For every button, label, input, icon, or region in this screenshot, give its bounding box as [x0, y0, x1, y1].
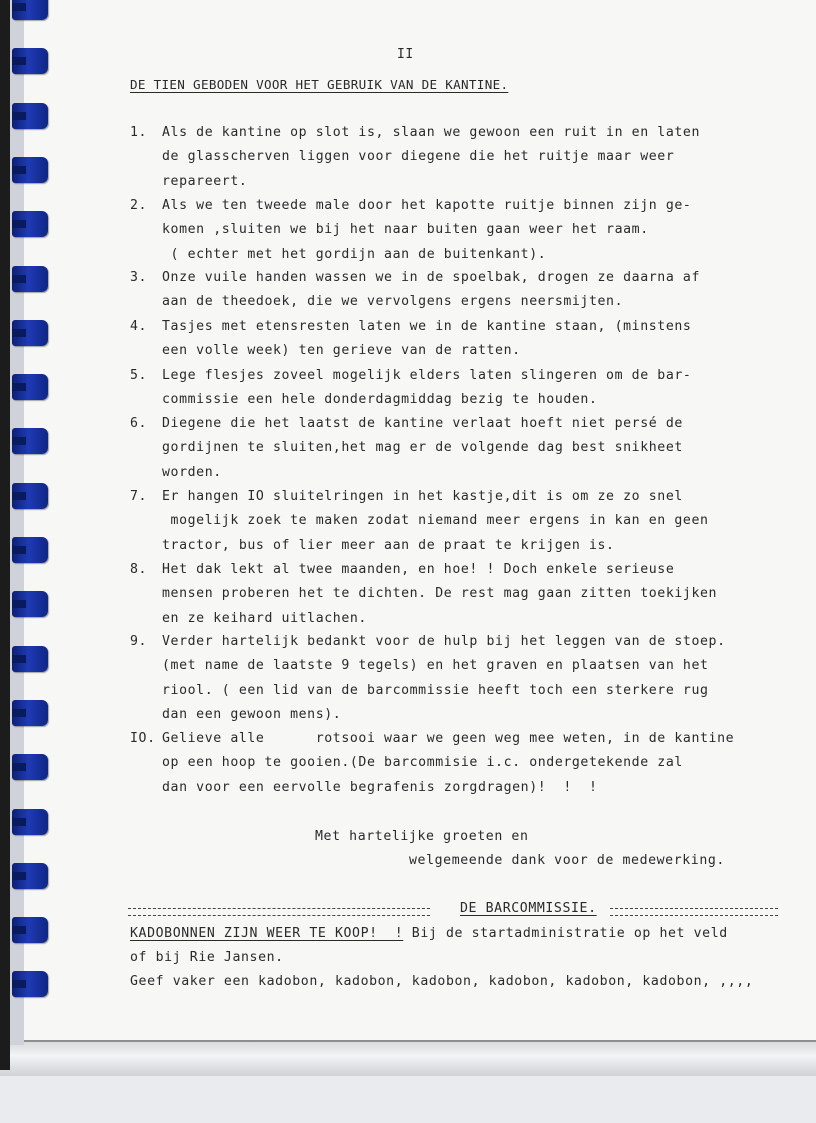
binding-ring	[12, 809, 48, 835]
item-text-line: gordijnen te sluiten,het mag er de volgende dag best snikheet	[162, 440, 683, 456]
binding-ring	[12, 374, 48, 400]
binding-ring	[12, 48, 48, 74]
item-text-line: mogelijk zoek te maken zodat niemand meer ergens in kan en geen	[162, 513, 709, 529]
item-text-line: Diegene die het laatst de kantine verlaat hoeft niet persé de	[162, 416, 683, 431]
item-text-line: Het dak lekt al twee maanden, en hoe! ! Doch enkele serieuse	[162, 562, 675, 577]
item-text-line: Als de kantine op slot is, slaan we gewoon een ruit in en laten	[162, 125, 700, 140]
item-text-line: de glasscherven liggen voor diegene die het ruitje maar weer	[162, 149, 675, 165]
closing-line-2: welgemeende dank voor de medewerking.	[409, 853, 725, 868]
separator-left	[128, 908, 430, 916]
item-text-line: worden.	[162, 464, 222, 480]
item-text-line: ( echter met het gordijn aan de buitenkant).	[162, 246, 547, 262]
binding-ring	[12, 971, 48, 997]
binding-ring	[12, 483, 48, 509]
item-text-line: tractor, bus of lier meer aan de praat te krijgen is.	[162, 537, 615, 553]
item-text-line: komen ,sluiten we bij het naar buiten gaan weer het raam.	[162, 222, 649, 238]
binding-spine	[0, 0, 10, 1070]
binding-ring	[12, 591, 48, 617]
binding-ring	[12, 863, 48, 889]
item-text-line: op een hoop te gooien.(De barcommisie i.c. ondergetekende zal	[162, 755, 683, 771]
item-number: 9.	[130, 634, 148, 649]
binding-ring	[12, 211, 48, 237]
binding-ring	[12, 917, 48, 943]
item-text-line: dan een gewoon mens).	[162, 706, 342, 722]
item-text-line: commissie een hele donderdagmiddag bezig te houden.	[162, 392, 598, 408]
item-number: 2.	[130, 198, 148, 213]
separator-right	[610, 908, 778, 916]
page-edge	[0, 1040, 816, 1076]
item-text-line: en ze keihard uitlachen.	[162, 610, 367, 626]
item-number: 1.	[130, 125, 148, 140]
notice-line-2: of bij Rie Jansen.	[130, 950, 284, 965]
notice-emphasis: KADOBONNEN ZIJN WEER TE KOOP! !	[130, 926, 404, 941]
binding-ring	[12, 0, 48, 20]
item-text-line: riool. ( een lid van de barcommissie heeft toch een sterkere rug	[162, 682, 709, 698]
item-text-line: Gelieve alle rotsooi waar we geen weg mee weten, in de kantine	[162, 731, 735, 746]
item-text-line: Tasjes met etensresten laten we in de kantine staan, (minstens	[162, 319, 692, 334]
item-text-line: dan voor een eervolle begrafenis zorgdragen)! ! !	[162, 779, 598, 795]
binding-ring	[12, 157, 48, 183]
item-number: IO.	[130, 731, 156, 746]
item-text-line: Lege flesjes zoveel mogelijk elders laten slingeren om de bar-	[162, 368, 692, 383]
item-text-line: een volle week) ten gerieve van de ratten.	[162, 343, 521, 359]
item-number: 5.	[130, 368, 148, 383]
item-number: 6.	[130, 416, 148, 431]
notice-line-1	[130, 926, 728, 941]
item-text-line: aan de theedoek, die we vervolgens ergens neersmijten.	[162, 294, 624, 310]
notice-rest: Bij de startadministratie op het veld	[403, 926, 728, 941]
signature: DE BARCOMMISSIE.	[460, 901, 597, 916]
binding-ring	[12, 428, 48, 454]
item-text-line: Onze vuile handen wassen we in de spoelbak, drogen ze daarna af	[162, 270, 700, 285]
binding-ring	[12, 103, 48, 129]
item-text-line: Als we ten tweede male door het kapotte ruitje binnen zijn ge-	[162, 198, 692, 213]
item-text-line: mensen proberen het te dichten. De rest mag gaan zitten toekijken	[162, 586, 718, 602]
item-text-line: Verder hartelijk bedankt voor de hulp bij het leggen van de stoep.	[162, 634, 726, 649]
item-number: 8.	[130, 562, 148, 577]
item-text-line: Er hangen IO sluitelringen in het kastje,dit is om ze zo snel	[162, 489, 683, 504]
page-number: II	[397, 47, 414, 62]
binding-ring	[12, 537, 48, 563]
binding-ring	[12, 700, 48, 726]
item-number: 3.	[130, 270, 148, 285]
binding-ring	[12, 754, 48, 780]
binding-ring	[12, 320, 48, 346]
item-number: 4.	[130, 319, 148, 334]
page-title: DE TIEN GEBODEN VOOR HET GEBRUIK VAN DE KANTINE.	[130, 77, 509, 92]
notice-line-3: Geef vaker een kadobon, kadobon, kadobon, kadobon, kadobon, kadobon, ,,,,	[130, 974, 754, 989]
closing-line-1: Met hartelijke groeten en	[315, 829, 529, 844]
binding-ring	[12, 266, 48, 292]
binding-ring	[12, 646, 48, 672]
item-text-line: repareert.	[162, 173, 248, 189]
item-number: 7.	[130, 489, 148, 504]
item-text-line: (met name de laatste 9 tegels) en het graven en plaatsen van het	[162, 658, 709, 674]
